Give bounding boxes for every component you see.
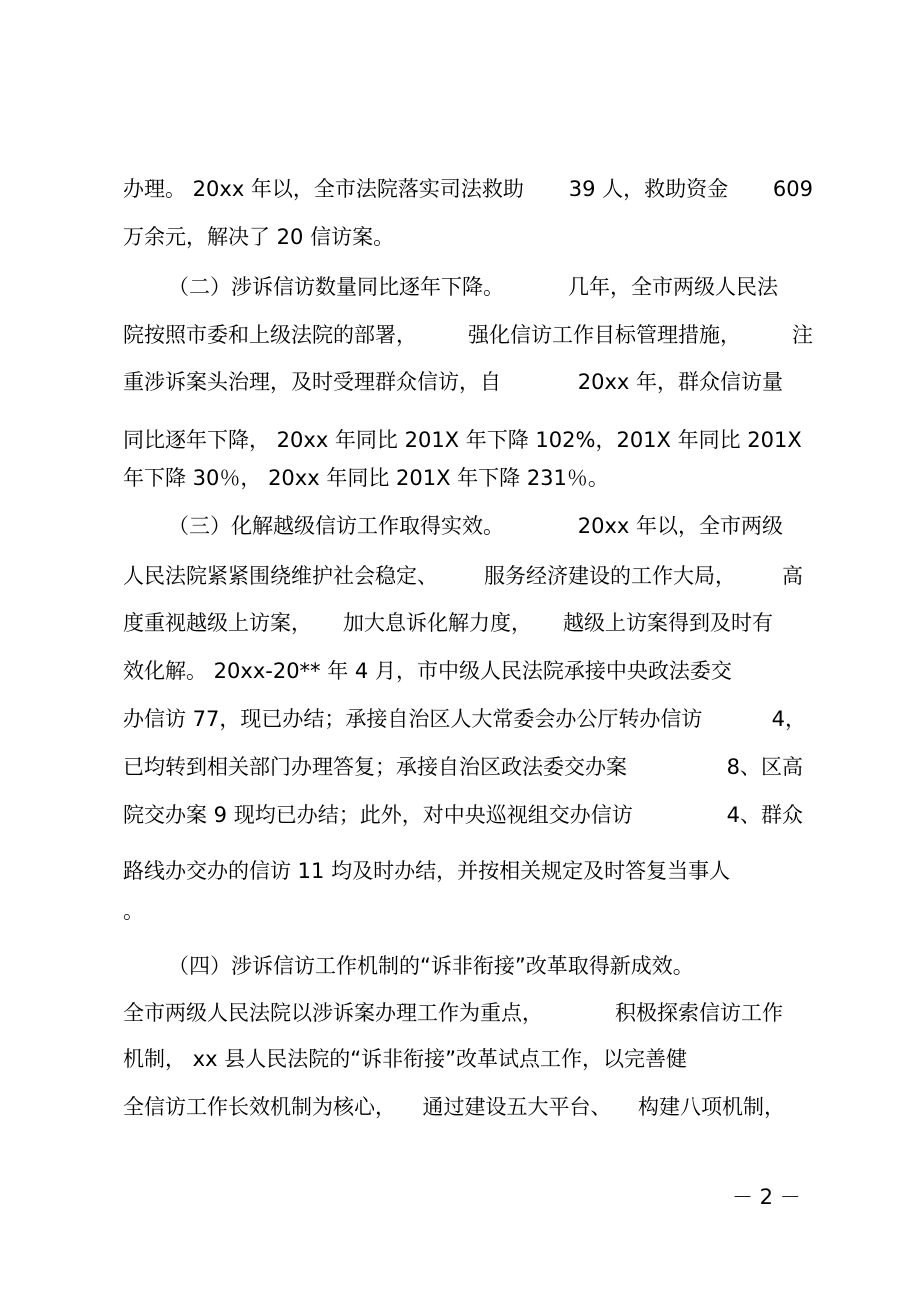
text-segment: 4，	[771, 707, 806, 731]
paragraph-heading: （三）化解越级信访工作取得实效。	[168, 514, 504, 538]
text-segment: 服务经济建设的工作大局，	[484, 564, 736, 588]
text-segment: 办信访 77，现已办结；承接自治区人大常委会办公厅转办信访	[123, 707, 703, 731]
text-segment: 构建八项机制，	[638, 1095, 785, 1119]
text-line-3	[168, 272, 778, 302]
text-segment: 院按照市委和上级法院的部署，	[123, 323, 417, 347]
text-segment: 度重视越级上访案，	[123, 611, 312, 635]
text-line-2	[123, 222, 813, 252]
text-segment: 全市两级人民法院以涉诉案办理工作为重点，	[123, 1001, 543, 1025]
text-segment: 。	[123, 899, 144, 923]
paragraph-heading: （二）涉诉信访数量同比逐年下降。	[168, 275, 504, 299]
text-segment: 注	[792, 323, 813, 347]
text-line-17	[168, 951, 813, 981]
text-segment: 通过建设五大平台、	[422, 1095, 612, 1119]
text-segment: 20xx 年，群众信访量	[577, 370, 783, 394]
text-segment: 越级上访案得到及时有	[563, 611, 773, 635]
text-line-1	[123, 174, 813, 204]
text-segment: 几年，全市两级人民法	[568, 275, 778, 299]
text-line-10	[123, 608, 773, 638]
text-line-4	[123, 320, 813, 350]
text-line-19	[123, 1044, 813, 1074]
text-line-12	[123, 704, 806, 734]
text-line-5	[123, 367, 783, 397]
text-segment: 39 人，救助资金	[568, 177, 729, 201]
text-segment: 4、群众	[726, 803, 803, 827]
text-line-15	[123, 856, 813, 886]
text-segment: 人民法院紧紧围绕维护社会稳定、	[123, 564, 438, 588]
text-segment: 机制， xx 县人民法院的“诉非衔接”改革试点工作，以完善健	[123, 1047, 687, 1071]
text-segment: 全信访工作长效机制为核心，	[123, 1095, 396, 1119]
page-number: － 2 －	[732, 1185, 801, 1209]
text-segment: 效化解。 20xx-20** 年 4 月，市中级人民法院承接中央政法委交	[123, 659, 732, 683]
text-line-9	[123, 561, 803, 591]
text-segment: 积极探索信访工作	[615, 1001, 783, 1025]
text-line-11	[123, 656, 813, 686]
text-line-13	[123, 752, 803, 782]
text-line-16	[123, 896, 813, 926]
text-segment: 20xx 年以，全市两级	[577, 514, 783, 538]
text-line-14	[123, 800, 803, 830]
text-segment: 609	[772, 177, 813, 201]
text-line-18	[123, 998, 783, 1028]
text-line-8	[168, 511, 783, 541]
text-segment: 年下降 30％， 20xx 年同比 201X 年下降 231％。	[123, 466, 609, 490]
text-segment: 强化信访工作目标管理措施，	[468, 323, 741, 347]
text-segment: 高	[782, 564, 803, 588]
text-segment: 院交办案 9 现均已办结；此外，对中央巡视组交办信访	[123, 803, 633, 827]
text-line-6	[123, 425, 813, 455]
text-line-7	[123, 463, 813, 493]
paragraph-heading: （四）涉诉信访工作机制的“诉非衔接”改革取得新成效。	[168, 954, 694, 978]
text-segment: 加大息诉化解力度，	[343, 611, 532, 635]
text-line-20	[123, 1092, 785, 1122]
text-segment: 8、区高	[726, 755, 803, 779]
text-segment: 万余元，解决了 20 信访案。	[123, 225, 395, 249]
text-segment: 重涉诉案头治理，及时受理群众信访，自	[123, 370, 501, 394]
text-segment: 同比逐年下降， 20xx 年同比 201X 年下降 102%，201X 年同比 201X	[123, 428, 802, 452]
text-segment: 办理。 20xx 年以，全市法院落实司法救助	[123, 177, 524, 201]
text-segment: 已均转到相关部门办理答复；承接自治区政法委交办案	[123, 755, 627, 779]
text-segment: 路线办交办的信访 11 均及时办结，并按相关规定及时答复当事人	[123, 859, 731, 883]
